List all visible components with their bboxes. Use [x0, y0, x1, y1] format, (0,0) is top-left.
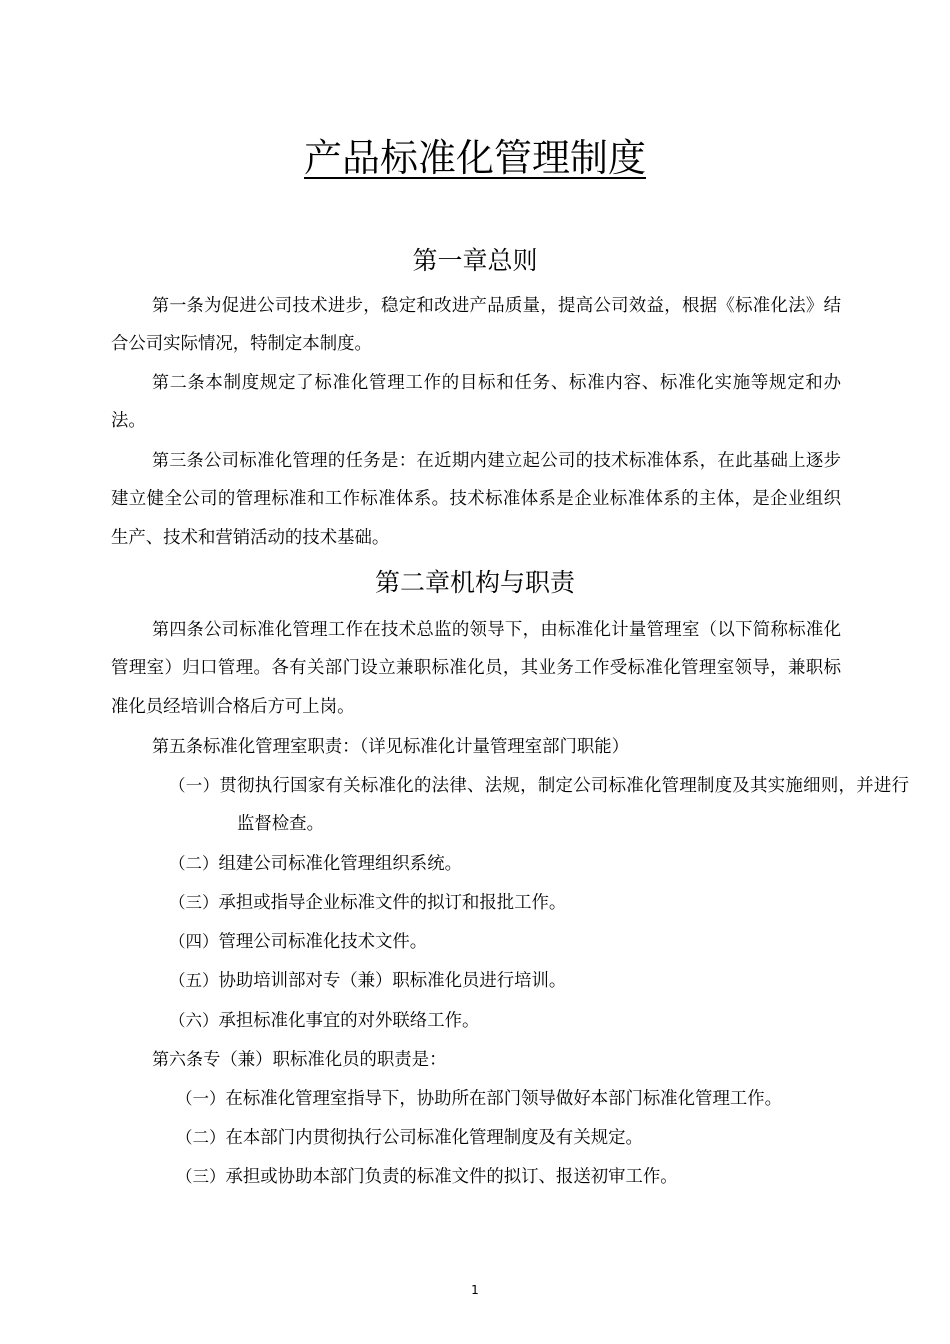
list-item: [169, 884, 566, 922]
list-item-text: 贯彻执行国家有关标准化的法律、法规，制定公司标准化管理制度及其实施细则，并进行监督检查。: [219, 776, 909, 835]
list-item-number: （二）: [169, 854, 219, 873]
list-item-number: （一）: [169, 776, 220, 795]
article-label: 第五条: [152, 737, 203, 757]
article-label: 第一条: [152, 296, 204, 316]
list-item-text: 承担或指导企业标准文件的拟订和报批工作。: [218, 893, 567, 913]
article-label: 第三条: [152, 451, 204, 471]
list-item-text: 在标准化管理室指导下，协助所在部门领导做好本部门标准化管理工作。: [225, 1089, 783, 1109]
list-item: [169, 767, 909, 844]
article-text: 为促进公司技术进步，稳定和改进产品质量，提高公司效益，根据《标准化法》结合公司实际情况，特制定本制度。: [111, 296, 842, 355]
page-number: 1: [471, 1283, 479, 1297]
article-text: 公司标准化管理的任务是：在近期内建立起公司的技术标准体系，在此基础上逐步建立健全公司的管理标准和工作标准体系。技术标准体系是企业标准体系的主体，是企业组织生产、技术和营销活动的技术基础。: [111, 451, 842, 548]
article-paragraph: [111, 442, 841, 557]
article-paragraph: [111, 611, 841, 726]
chapter-heading: 第一章总则: [412, 246, 538, 275]
document-title: [0, 130, 950, 186]
list-item-text: 管理公司标准化技术文件。: [218, 932, 428, 952]
article-paragraph: [152, 728, 629, 766]
article-paragraph: [111, 364, 841, 441]
list-item: [169, 962, 566, 1000]
chapter-heading: 第二章机构与职责: [374, 568, 575, 597]
article-text: 本制度规定了标准化管理工作的目标和任务、标准内容、标准化实施等规定和办法。: [111, 373, 842, 432]
list-item-number: （二）: [176, 1128, 226, 1147]
article-paragraph: [111, 287, 841, 364]
article-text: 公司标准化管理工作在技术总监的领导下，由标准化计量管理室（以下简称标准化管理室）归口管理。各有关部门设立兼职标准化员，其业务工作受标准化管理室领导，兼职标准化员经培训合格后方可上岗。: [111, 620, 842, 717]
list-item: [169, 1002, 479, 1040]
article-label: 第四条: [152, 620, 204, 640]
list-item-number: （三）: [169, 893, 219, 912]
article-text: 专（兼）职标准化员的职责是：: [203, 1050, 447, 1070]
article-paragraph: [152, 1041, 446, 1079]
list-item-text: 协助培训部对专（兼）职标准化员进行培训。: [218, 971, 567, 991]
list-item: [169, 845, 462, 883]
article-label: 第六条: [152, 1050, 203, 1070]
list-item: [176, 1158, 678, 1196]
list-item-number: （四）: [169, 932, 219, 951]
list-item-text: 承担标准化事宜的对外联络工作。: [218, 1011, 480, 1031]
list-item: [176, 1080, 782, 1118]
article-text: 标准化管理室职责：（详见标准化计量管理室部门职能）: [203, 737, 630, 757]
article-label: 第二条: [152, 373, 206, 393]
list-item: [169, 923, 427, 961]
list-item-text: 在本部门内贯彻执行公司标准化管理制度及有关规定。: [225, 1128, 643, 1148]
list-item-number: （五）: [169, 971, 219, 990]
document-title-text: 产品标准化管理制度: [303, 136, 646, 180]
list-item-number: （六）: [169, 1011, 219, 1030]
list-item-text: 组建公司标准化管理组织系统。: [218, 854, 462, 874]
list-item-number: （三）: [176, 1167, 226, 1186]
list-item-text: 承担或协助本部门负责的标准文件的拟订、报送初审工作。: [225, 1167, 678, 1187]
list-item: [176, 1119, 643, 1157]
list-item-number: （一）: [176, 1089, 226, 1108]
